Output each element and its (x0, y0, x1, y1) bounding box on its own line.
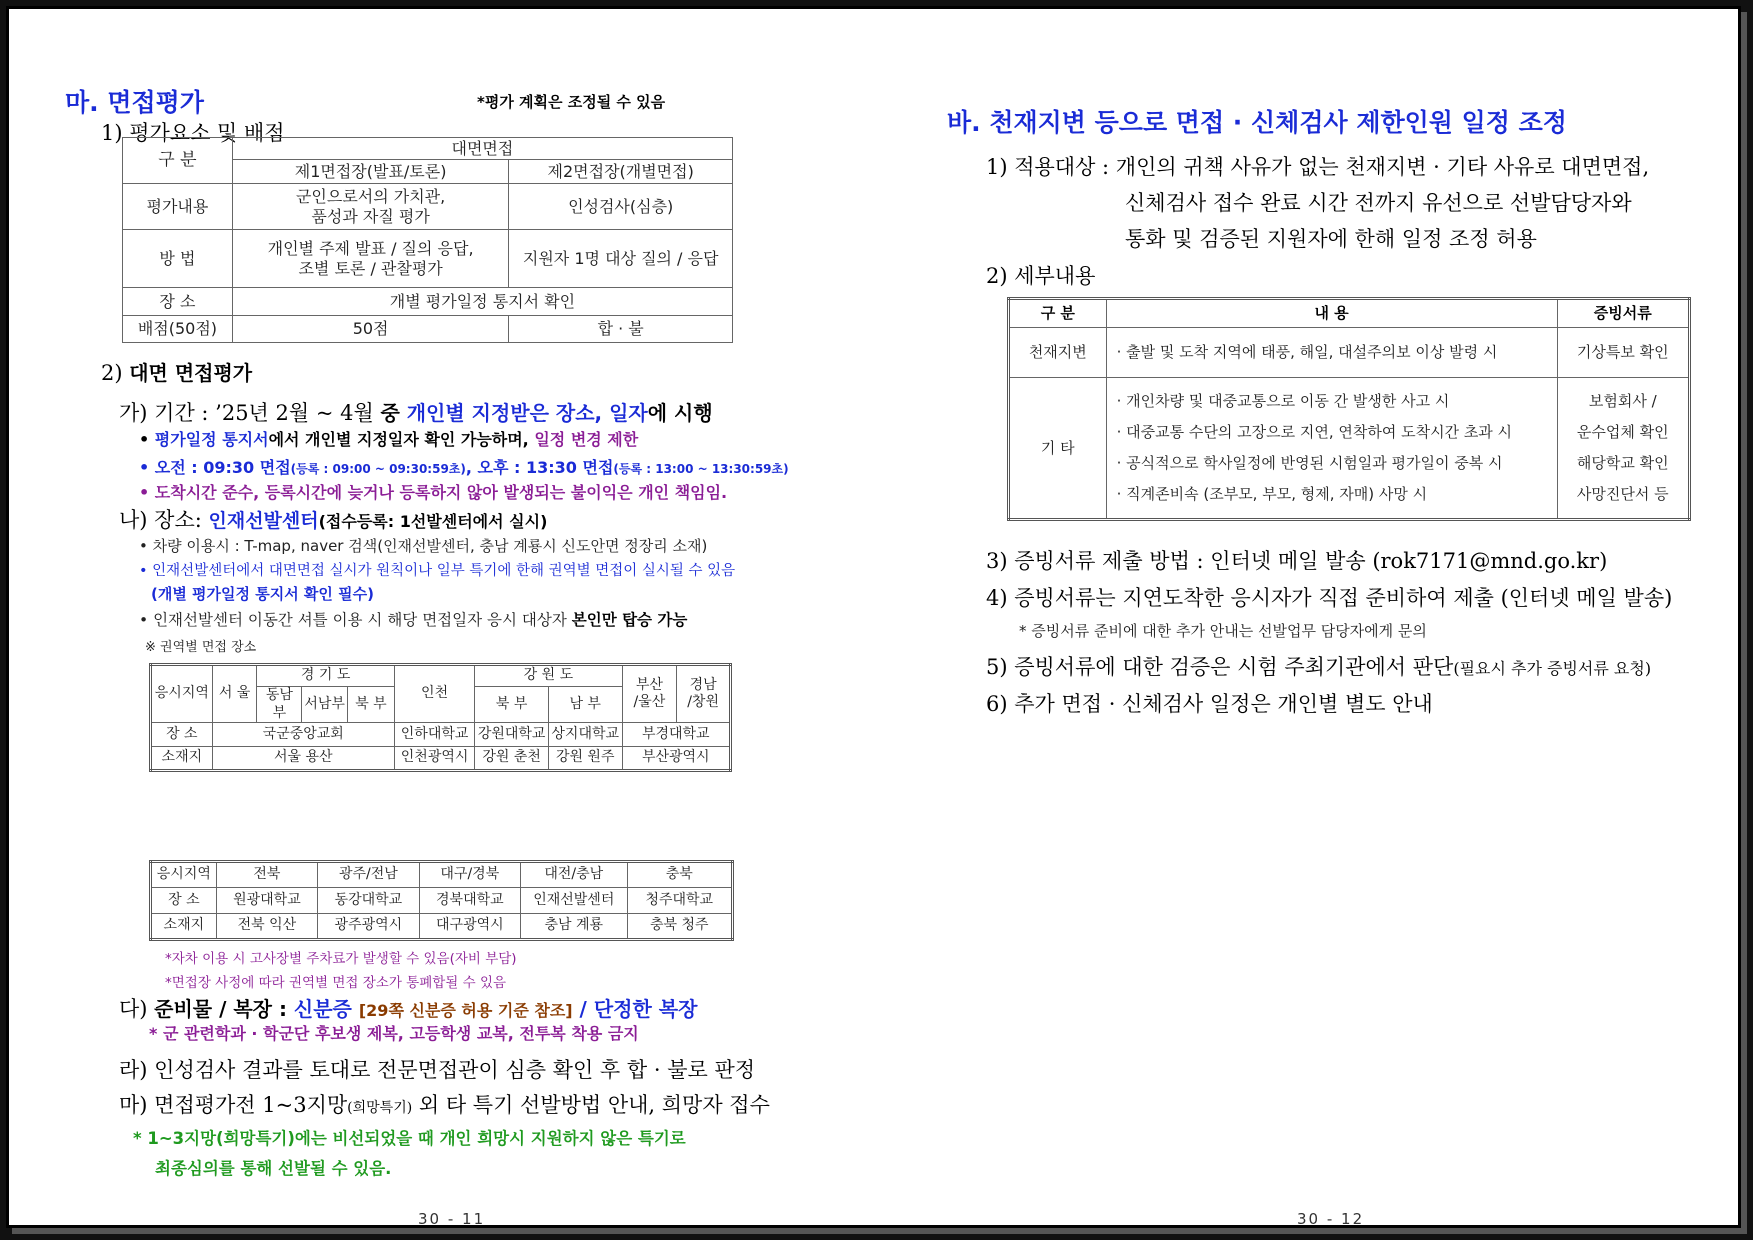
afternoon-register: (등록 : 13:00 ~ 13:30:59초) (613, 462, 789, 476)
detail-header-content: 내 용 (1106, 299, 1557, 328)
region2-place-cell: 동강대학교 (318, 888, 419, 914)
other-specialty-c: 외 타 특기 선발방법 안내, 희망자 접수 (412, 1093, 770, 1117)
car-route-text: 차량 이용시 : T-map, naver 검색(인재선발센터, 충남 계룡시 신도안면 정장리 소재) (152, 537, 708, 555)
detail-row2-docs (1557, 378, 1689, 520)
morning-time: 오전 : 09:30 면접 (154, 458, 291, 477)
subheading-eval-elements: 1) 평가요소 및 배점 (101, 121, 285, 145)
detail-row2-item: · 개인차량 및 대중교통으로 이동 간 발생한 사고 시 (1116, 392, 1450, 410)
place-prefix: 나) 장소: (119, 508, 209, 532)
eval-row-content-label: 평가내용 (123, 184, 233, 230)
evaluation-table (122, 137, 733, 343)
attire-id-ref: [29쪽 신분증 허용 기준 참조] (358, 1001, 573, 1020)
subheading-text: 대면 면접평가 (129, 361, 253, 385)
cell-line: 경남 (689, 676, 717, 693)
region1-header-gg-southeast: 동남부 (257, 687, 302, 723)
eval-row-place-value: 개별 평가일정 통지서 확인 (232, 288, 732, 316)
region1-place-label: 장 소 (151, 723, 213, 747)
region2-place-cell: 청주대학교 (627, 888, 733, 914)
region1-header-gg-north: 북 부 (348, 687, 395, 723)
plan-adjust-note: *평가 계획은 조정될 수 있음 (477, 93, 666, 111)
shuttle-text: 인재선발센터 이동간 셔틀 이용 시 해당 면접일자 응시 대상자 (153, 611, 572, 629)
personality-test-line: 라) 인성검사 결과를 토대로 전문면접관이 심층 확인 후 합 · 불로 판정 (119, 1058, 756, 1082)
region1-header-gyeongnam (677, 665, 731, 723)
region2-loc-cell: 대구광역시 (419, 914, 520, 940)
region2-header-cell: 광주/전남 (318, 862, 419, 888)
region1-place-seoul: 국군중앙교회 (212, 723, 394, 747)
eval-header-room2: 제2면접장(개별면접) (509, 160, 733, 184)
contact-note: * 증빙서류 준비에 대한 추가 안내는 선발업무 담당자에게 문의 (1019, 622, 1427, 640)
eval-row-place-label: 장 소 (123, 288, 233, 316)
cell-line: 개인별 주제 발표 / 질의 응답, (267, 238, 474, 258)
page-number-right: 30 - 12 (1297, 1210, 1365, 1228)
region1-place-gw-south: 상지대학교 (548, 723, 622, 747)
region1-loc-seoul: 서울 용산 (212, 747, 394, 771)
eval-header-face: 대면면접 (232, 138, 732, 160)
place-line (119, 504, 547, 534)
period-suffix: 에 시행 (647, 401, 713, 425)
region1-place-busan: 부경대학교 (622, 723, 731, 747)
region1-loc-gw-north: 강원 춘천 (475, 747, 549, 771)
cell-line: /울산 (633, 694, 666, 710)
attire-prefix: 다) (119, 997, 155, 1021)
detail-table (1007, 297, 1691, 521)
cell-line: 군인으로서의 가치관, (295, 186, 446, 206)
region1-header-gg-southwest: 서남부 (302, 687, 348, 723)
region1-header-busan (622, 665, 677, 723)
green-note-line1: * 1~3지망(희망특기)에는 비선되었을 때 개인 희망시 지원하지 않은 특기로 (133, 1129, 686, 1148)
venue-merge-note: *면접장 사정에 따라 권역별 면접 장소가 통폐합될 수 있음 (165, 975, 507, 991)
document-spread (6, 6, 1741, 1228)
right-page (879, 9, 1744, 1228)
other-specialty-a: 마) 면접평가전 1~3지망 (119, 1093, 348, 1117)
cell-line: /창원 (687, 694, 719, 710)
attire-label: 준비물 / 복장 : (154, 997, 294, 1021)
eval-row-content-room1 (232, 184, 509, 230)
detail-row2-doc: 사망진단서 등 (1576, 485, 1669, 503)
section-title-ma: 마. 면접평가 (65, 88, 204, 117)
verification-note: (필요시 추가 증빙서류 요청) (1453, 659, 1652, 678)
region1-loc-incheon: 인천광역시 (394, 747, 475, 771)
regional-places-note: ※ 권역별 면접 장소 (145, 640, 257, 655)
region1-loc-label: 소재지 (151, 747, 213, 771)
target-line-1: 1) 적용대상 : 개인의 귀책 사유가 없는 천재지변 · 기타 사유로 대면면접, (986, 155, 1650, 179)
cell-line: 부산 (635, 676, 663, 693)
detail-row2-label: 기 타 (1009, 378, 1107, 520)
other-specialty-b: (희망특기) (347, 1100, 413, 1116)
bullet-regional-interview: • 인재선발센터에서 대면면접 실시가 원칙이나 일부 특기에 한해 권역별 면접이 실시될 수 있음 (139, 563, 736, 579)
additional-schedule-line: 6) 추가 면접 · 신체검사 일정은 개인별 별도 안내 (986, 692, 1433, 716)
parking-fee-note: *자차 이용 시 고사장별 주차료가 발생할 수 있음(자비 부담) (165, 951, 517, 967)
submit-by-applicant-line: 4) 증빙서류는 지연도착한 응시자가 직접 준비하여 제출 (인터넷 메일 발송) (986, 586, 1673, 610)
afternoon-time: 오후 : 13:30 면접 (477, 458, 614, 477)
eval-row-content-room2: 인성검사(심층) (509, 184, 733, 230)
shuttle-restriction: 본인만 탑승 가능 (571, 611, 688, 629)
submit-method-line: 3) 증빙서류 제출 방법 : 인터넷 메일 발송 (rok7171@mnd.go.kr) (986, 549, 1608, 573)
region1-loc-gw-south: 강원 원주 (548, 747, 622, 771)
bullet-arrival-notice: • 도착시간 준수, 등록시간에 늦거나 등록하지 않아 발생되는 불이익은 개인 책임임. (139, 483, 728, 502)
other-specialty-line (119, 1089, 770, 1119)
region1-header-seoul: 서 울 (212, 665, 257, 723)
region2-header-cell: 전북 (216, 862, 317, 888)
page-number-left: 30 - 11 (418, 1210, 486, 1228)
detail-header-docs: 증빙서류 (1557, 299, 1689, 328)
regional-confirm-note: (개별 평가일정 통지서 확인 필수) (151, 585, 374, 603)
region2-loc-cell: 전북 익산 (216, 914, 317, 940)
detail-row2-content (1106, 378, 1557, 520)
target-line-2: 신체검사 접수 완료 시간 전까지 유선으로 선발담당자와 (1125, 191, 1632, 215)
bullet-shuttle: • 인재선발센터 이동간 셔틀 이용 시 해당 면접일자 응시 대상자 본인만 탑승 가능 (139, 611, 688, 629)
detail-header-category: 구 분 (1009, 299, 1107, 328)
regional-interview-text: 인재선발센터에서 대면면접 실시가 원칙이나 일부 특기에 한해 권역별 면접이 실시될 수 있음 (152, 563, 736, 579)
notice-name: 평가일정 통지서 (154, 430, 269, 449)
detail-row2-item: · 대중교통 수단의 고장으로 지연, 연착하여 도착시간 초과 시 (1116, 423, 1513, 441)
target-line-3: 통화 및 검증된 지원자에 한해 일정 조정 허용 (1125, 227, 1537, 251)
verification-line (986, 651, 1651, 681)
attire-dress: / 단정한 복장 (572, 997, 698, 1021)
region2-loc-cell: 충북 청주 (627, 914, 733, 940)
region2-header-cell: 대구/경북 (419, 862, 520, 888)
eval-row-method-room1 (232, 230, 509, 288)
eval-header-category: 구 분 (123, 138, 233, 184)
region2-loc-cell: 광주광역시 (318, 914, 419, 940)
eval-row-method-room2: 지원자 1명 대상 질의 / 응답 (509, 230, 733, 288)
period-line (119, 397, 713, 427)
bullet-interview-times: • 오전 : 09:30 면접(등록 : 09:00 ~ 09:30:59초), 오후 : 13:30 면접(등록 : 13:00 ~ 13:30:59초) (139, 458, 789, 477)
eval-row-score-label: 배점(50점) (123, 316, 233, 343)
bullet-schedule-notice: • 평가일정 통지서에서 개인별 지정일자 확인 가능하며, 일정 변경 제한 (139, 430, 639, 449)
period-prefix: 가) 기간 : ’25년 2월 ~ 4월 (119, 401, 381, 425)
notice-text: 에서 개인별 지정일자 확인 가능하며, (268, 430, 535, 449)
region2-place-cell: 인재선발센터 (521, 888, 627, 914)
region2-header-cell: 대전/충남 (521, 862, 627, 888)
region-table-2 (149, 860, 734, 941)
attire-line (119, 993, 697, 1023)
left-page (9, 9, 879, 1228)
cell-line: 조별 토론 / 관찰평가 (298, 258, 443, 278)
notice-restriction: 일정 변경 제한 (534, 430, 639, 449)
time-separator: , (465, 458, 478, 477)
region2-loc-cell: 충남 계룡 (521, 914, 627, 940)
period-mid: 중 (380, 401, 407, 425)
section-title-ba: 바. 천재지변 등으로 면접 · 신체검사 제한인원 일정 조정 (947, 108, 1567, 137)
region1-header-gw-south: 남 부 (548, 687, 622, 723)
region1-header-gw-north: 북 부 (475, 687, 549, 723)
eval-row-score-room1: 50점 (232, 316, 509, 343)
detail-row1-content: · 출발 및 도착 지역에 태풍, 해일, 대설주의보 이상 발령 시 (1106, 328, 1557, 378)
green-note-line2: 최종심의를 통해 선발될 수 있음. (155, 1159, 392, 1178)
subheading-face-interview (101, 357, 252, 386)
place-register-note: (접수등록: 1선발센터에서 실시) (318, 512, 548, 531)
detail-row1-label: 천재지변 (1009, 328, 1107, 378)
arrival-text: 도착시간 준수, 등록시간에 늦거나 등록하지 않아 발생되는 불이익은 개인 책임임. (154, 483, 728, 502)
region2-place-cell: 장 소 (151, 888, 217, 914)
place-center: 인재선발센터 (208, 510, 319, 532)
bullet-car-route: • 차량 이용시 : T-map, naver 검색(인재선발센터, 충남 계룡시 신도안면 정장리 소재) (139, 537, 708, 555)
region2-header-cell: 응시지역 (151, 862, 217, 888)
detail-heading: 2) 세부내용 (986, 264, 1096, 288)
region1-header-incheon: 인천 (394, 665, 475, 723)
region2-place-cell: 원광대학교 (216, 888, 317, 914)
region1-loc-busan: 부산광역시 (622, 747, 731, 771)
verification-text: 5) 증빙서류에 대한 검증은 시험 주최기관에서 판단 (986, 655, 1454, 679)
detail-row2-doc: 운수업체 확인 (1576, 423, 1669, 441)
morning-register: (등록 : 09:00 ~ 09:30:59초) (290, 462, 466, 476)
eval-row-method-label: 방 법 (123, 230, 233, 288)
region2-loc-cell: 소재지 (151, 914, 217, 940)
uniform-ban-note: * 군 관련학과 · 학군단 후보생 제복, 고등학생 교복, 전투복 착용 금지 (149, 1024, 639, 1043)
subheading-number: 2) (101, 361, 130, 385)
attire-id: 신분증 (293, 997, 359, 1021)
detail-row2-doc: 해당학교 확인 (1576, 454, 1669, 472)
region-table-1 (149, 663, 732, 772)
region2-place-cell: 경북대학교 (419, 888, 520, 914)
detail-row1-doc: 기상특보 확인 (1557, 328, 1689, 378)
region2-header-cell: 충북 (627, 862, 733, 888)
detail-row2-item: · 공식적으로 학사일정에 반영된 시험일과 평가일이 중복 시 (1116, 454, 1503, 472)
region1-header-gyeonggi: 경 기 도 (257, 665, 394, 687)
eval-header-room1: 제1면접장(발표/토론) (232, 160, 509, 184)
region1-header-gangwon: 강 원 도 (475, 665, 622, 687)
region1-place-incheon: 인하대학교 (394, 723, 475, 747)
cell-line: 품성과 자질 평가 (311, 206, 430, 226)
detail-row2-doc: 보험회사 / (1588, 392, 1657, 410)
region1-header-region: 응시지역 (151, 665, 213, 723)
period-place-date: 개인별 지정받은 장소, 일자 (406, 401, 648, 425)
detail-row2-item: · 직계존비속 (조부모, 부모, 형제, 자매) 사망 시 (1116, 485, 1428, 503)
region1-place-gw-north: 강원대학교 (475, 723, 549, 747)
eval-row-score-room2: 합 · 불 (509, 316, 733, 343)
